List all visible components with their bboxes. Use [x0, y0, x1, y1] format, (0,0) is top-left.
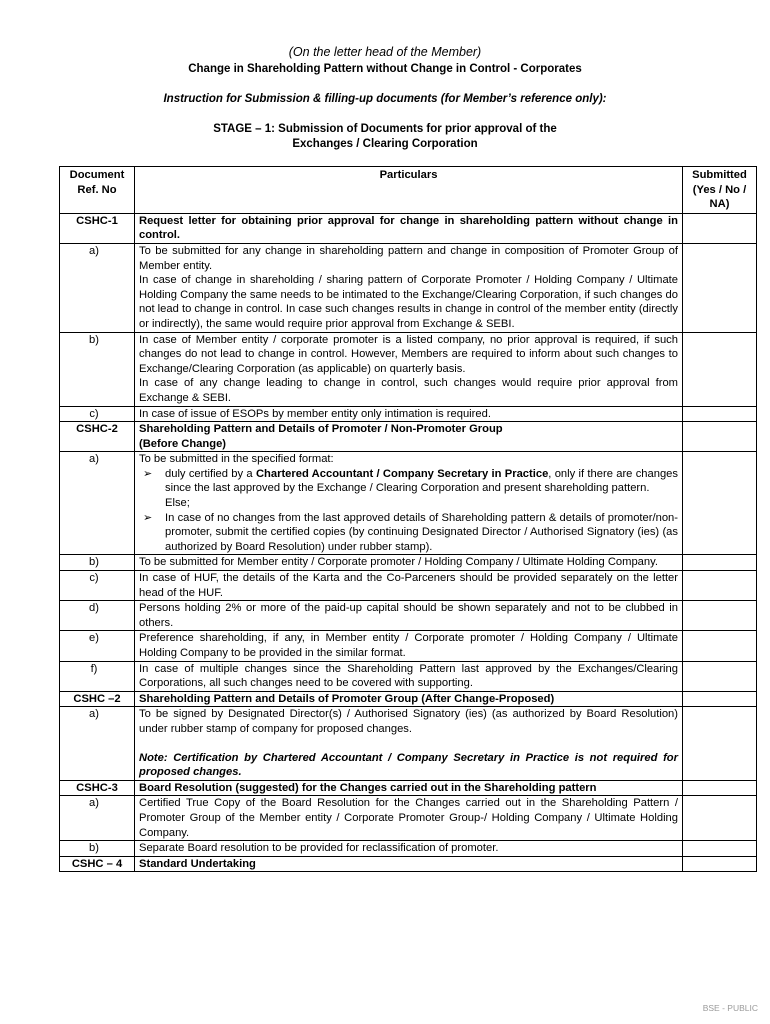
- table-row: [60, 631, 757, 661]
- submitted-cell[interactable]: [683, 422, 757, 452]
- paragraph: To be submitted for any change in shareholding pattern and change in composition of Promoter Group of Member entity.: [139, 244, 678, 272]
- row-ref: d): [60, 601, 135, 631]
- column-header-ref: Document Ref. No: [60, 167, 135, 214]
- stage-heading-line2: Exchanges / Clearing Corporation: [292, 138, 478, 150]
- submitted-cell[interactable]: [683, 571, 757, 601]
- column-header-particulars: Particulars: [135, 167, 683, 214]
- bullet-text: , only if there are changes since the last approved by the Exchange / Clearing Corporation and present shareholding pattern.: [165, 467, 678, 495]
- submitted-cell[interactable]: [683, 707, 757, 780]
- submitted-cell[interactable]: [683, 406, 757, 422]
- table-row: [60, 422, 757, 452]
- row-ref: CSHC-2: [60, 422, 135, 452]
- row-particulars: [135, 707, 683, 780]
- submitted-cell[interactable]: [683, 555, 757, 571]
- table-row: [60, 452, 757, 555]
- table-row: [60, 661, 757, 691]
- spacer: [139, 737, 678, 751]
- submitted-cell[interactable]: [683, 452, 757, 555]
- arrow-bullet-icon: ➢: [143, 467, 153, 480]
- table-row: [60, 555, 757, 571]
- bullet-item: [139, 511, 678, 555]
- row-particulars: Persons holding 2% or more of the paid-up capital should be shown separately and not to be clubbed in others.: [135, 601, 683, 631]
- row-particulars: Separate Board resolution to be provided for reclassification of promoter.: [135, 841, 683, 857]
- section-subtitle: (Before Change): [139, 437, 227, 450]
- table-row: [60, 796, 757, 841]
- else-text: Else;: [165, 497, 190, 510]
- row-ref: CSHC-1: [60, 213, 135, 243]
- row-particulars: Board Resolution (suggested) for the Changes carried out in the Shareholding pattern: [135, 780, 683, 796]
- row-ref: c): [60, 571, 135, 601]
- row-particulars: [135, 243, 683, 332]
- bullet-text: duly certified by a: [165, 467, 256, 480]
- row-ref: CSHC-3: [60, 780, 135, 796]
- table-row: [60, 332, 757, 406]
- table-row: [60, 243, 757, 332]
- row-particulars: In case of issue of ESOPs by member entity only intimation is required.: [135, 406, 683, 422]
- row-particulars: To be submitted for Member entity / Corporate promoter / Holding Company / Ultimate Holding Company.: [135, 555, 683, 571]
- row-ref: e): [60, 631, 135, 661]
- stage-heading: [0, 122, 770, 152]
- paragraph: To be submitted in the specified format:: [139, 453, 334, 466]
- row-particulars: Preference shareholding, if any, in Member entity / Corporate promoter / Holding Company / Ultimate Holding Company to be provided in the similar format.: [135, 631, 683, 661]
- submitted-cell[interactable]: [683, 213, 757, 243]
- table-row: [60, 601, 757, 631]
- table-row: [60, 841, 757, 857]
- arrow-bullet-icon: ➢: [143, 511, 153, 524]
- paragraph: In case of change in shareholding / sharing pattern of Corporate Promoter / Holding Company / Ultimate Holding Company the same needs to be intimated to the Exchange/Clearing Corporation, if such changes do not lead to change in control. In case such changes results in change in control of the member entity (directly or indirectly), the same would require prior approval from Exchange & SEBI.: [139, 274, 678, 330]
- table-row: [60, 571, 757, 601]
- row-particulars: [135, 452, 683, 555]
- submitted-cell[interactable]: [683, 856, 757, 872]
- table-row: [60, 707, 757, 780]
- table-row: [60, 856, 757, 872]
- submitted-cell[interactable]: [683, 661, 757, 691]
- letterhead-note: (On the letter head of the Member): [288, 45, 482, 59]
- submitted-cell[interactable]: [683, 631, 757, 661]
- submitted-cell[interactable]: [683, 332, 757, 406]
- table-row: [60, 691, 757, 707]
- paragraph: In case of any change leading to change in control, such changes would require prior approval from Exchange & SEBI.: [139, 377, 678, 404]
- row-ref: f): [60, 661, 135, 691]
- row-ref: a): [60, 796, 135, 841]
- table-row: [60, 213, 757, 243]
- row-particulars: In case of multiple changes since the Shareholding Pattern last approved by the Exchanges/Clearing Corporations, all such changes need to be covered with supporting.: [135, 661, 683, 691]
- documents-table: [59, 166, 757, 872]
- row-ref: b): [60, 332, 135, 406]
- row-ref: b): [60, 555, 135, 571]
- table-header-row: [60, 167, 757, 214]
- classification-footer: BSE - PUBLIC: [702, 1003, 758, 1014]
- row-particulars: [135, 422, 683, 452]
- row-ref: a): [60, 452, 135, 555]
- bullet-text: In case of no changes from the last approved details of Shareholding pattern & details of promoter/non-promoter, submit the certified copies (by continuing Designated Director / Authorised Signatory (ies) (as authorized by Board Resolution) under rubber stamp).: [165, 511, 678, 553]
- row-particulars: Standard Undertaking: [135, 856, 683, 872]
- submitted-cell[interactable]: [683, 691, 757, 707]
- note-text: Note: Certification by Chartered Accountant / Company Secretary in Practice is not required for proposed changes.: [139, 751, 678, 779]
- row-particulars: Certified True Copy of the Board Resolution for the Changes carried out in the Shareholding Pattern / Promoter Group of the Member entity / Corporate Promoter Group-/ Holding Company / Ultimate Holding Company.: [135, 796, 683, 841]
- bullet-text-bold: Chartered Accountant / Company Secretary in Practice: [255, 467, 549, 480]
- bullet-item: [139, 467, 678, 496]
- submitted-cell[interactable]: [683, 780, 757, 796]
- document-title: Change in Shareholding Pattern without Change in Control - Corporates: [188, 63, 582, 75]
- submitted-cell[interactable]: [683, 243, 757, 332]
- row-ref: a): [60, 707, 135, 780]
- row-ref: a): [60, 243, 135, 332]
- row-particulars: In case of HUF, the details of the Karta and the Co-Parceners should be provided separately on the letter head of the HUF.: [135, 571, 683, 601]
- column-header-submitted: Submitted (Yes / No / NA): [683, 167, 757, 214]
- submitted-cell[interactable]: [683, 796, 757, 841]
- instruction-heading: Instruction for Submission & filling-up documents (for Member’s reference only):: [163, 93, 607, 105]
- row-particulars: [135, 332, 683, 406]
- section-title: Shareholding Pattern and Details of Promoter / Non-Promoter Group: [139, 423, 503, 436]
- row-particulars: Request letter for obtaining prior approval for change in shareholding pattern without change in control.: [135, 213, 683, 243]
- submitted-cell[interactable]: [683, 841, 757, 857]
- paragraph: To be signed by Designated Director(s) / Authorised Signatory (ies) (as authorized by Board Resolution) under rubber stamp of company for proposed changes.: [139, 708, 678, 735]
- row-ref: b): [60, 841, 135, 857]
- row-particulars: Shareholding Pattern and Details of Promoter Group (After Change-Proposed): [135, 691, 683, 707]
- paragraph: In case of Member entity / corporate promoter is a listed company, no prior approval is required, if such changes do not lead to change in control. However, Members are required to inform about such changes to Exchange/Clearing Corporation (as applicable) on quarterly basis.: [139, 333, 678, 375]
- table-row: [60, 780, 757, 796]
- row-ref: c): [60, 406, 135, 422]
- table-row: [60, 406, 757, 422]
- row-ref: CSHC –2: [60, 691, 135, 707]
- row-ref: CSHC – 4: [60, 856, 135, 872]
- submitted-cell[interactable]: [683, 601, 757, 631]
- stage-heading-line1: STAGE – 1: Submission of Documents for prior approval of the: [213, 123, 557, 135]
